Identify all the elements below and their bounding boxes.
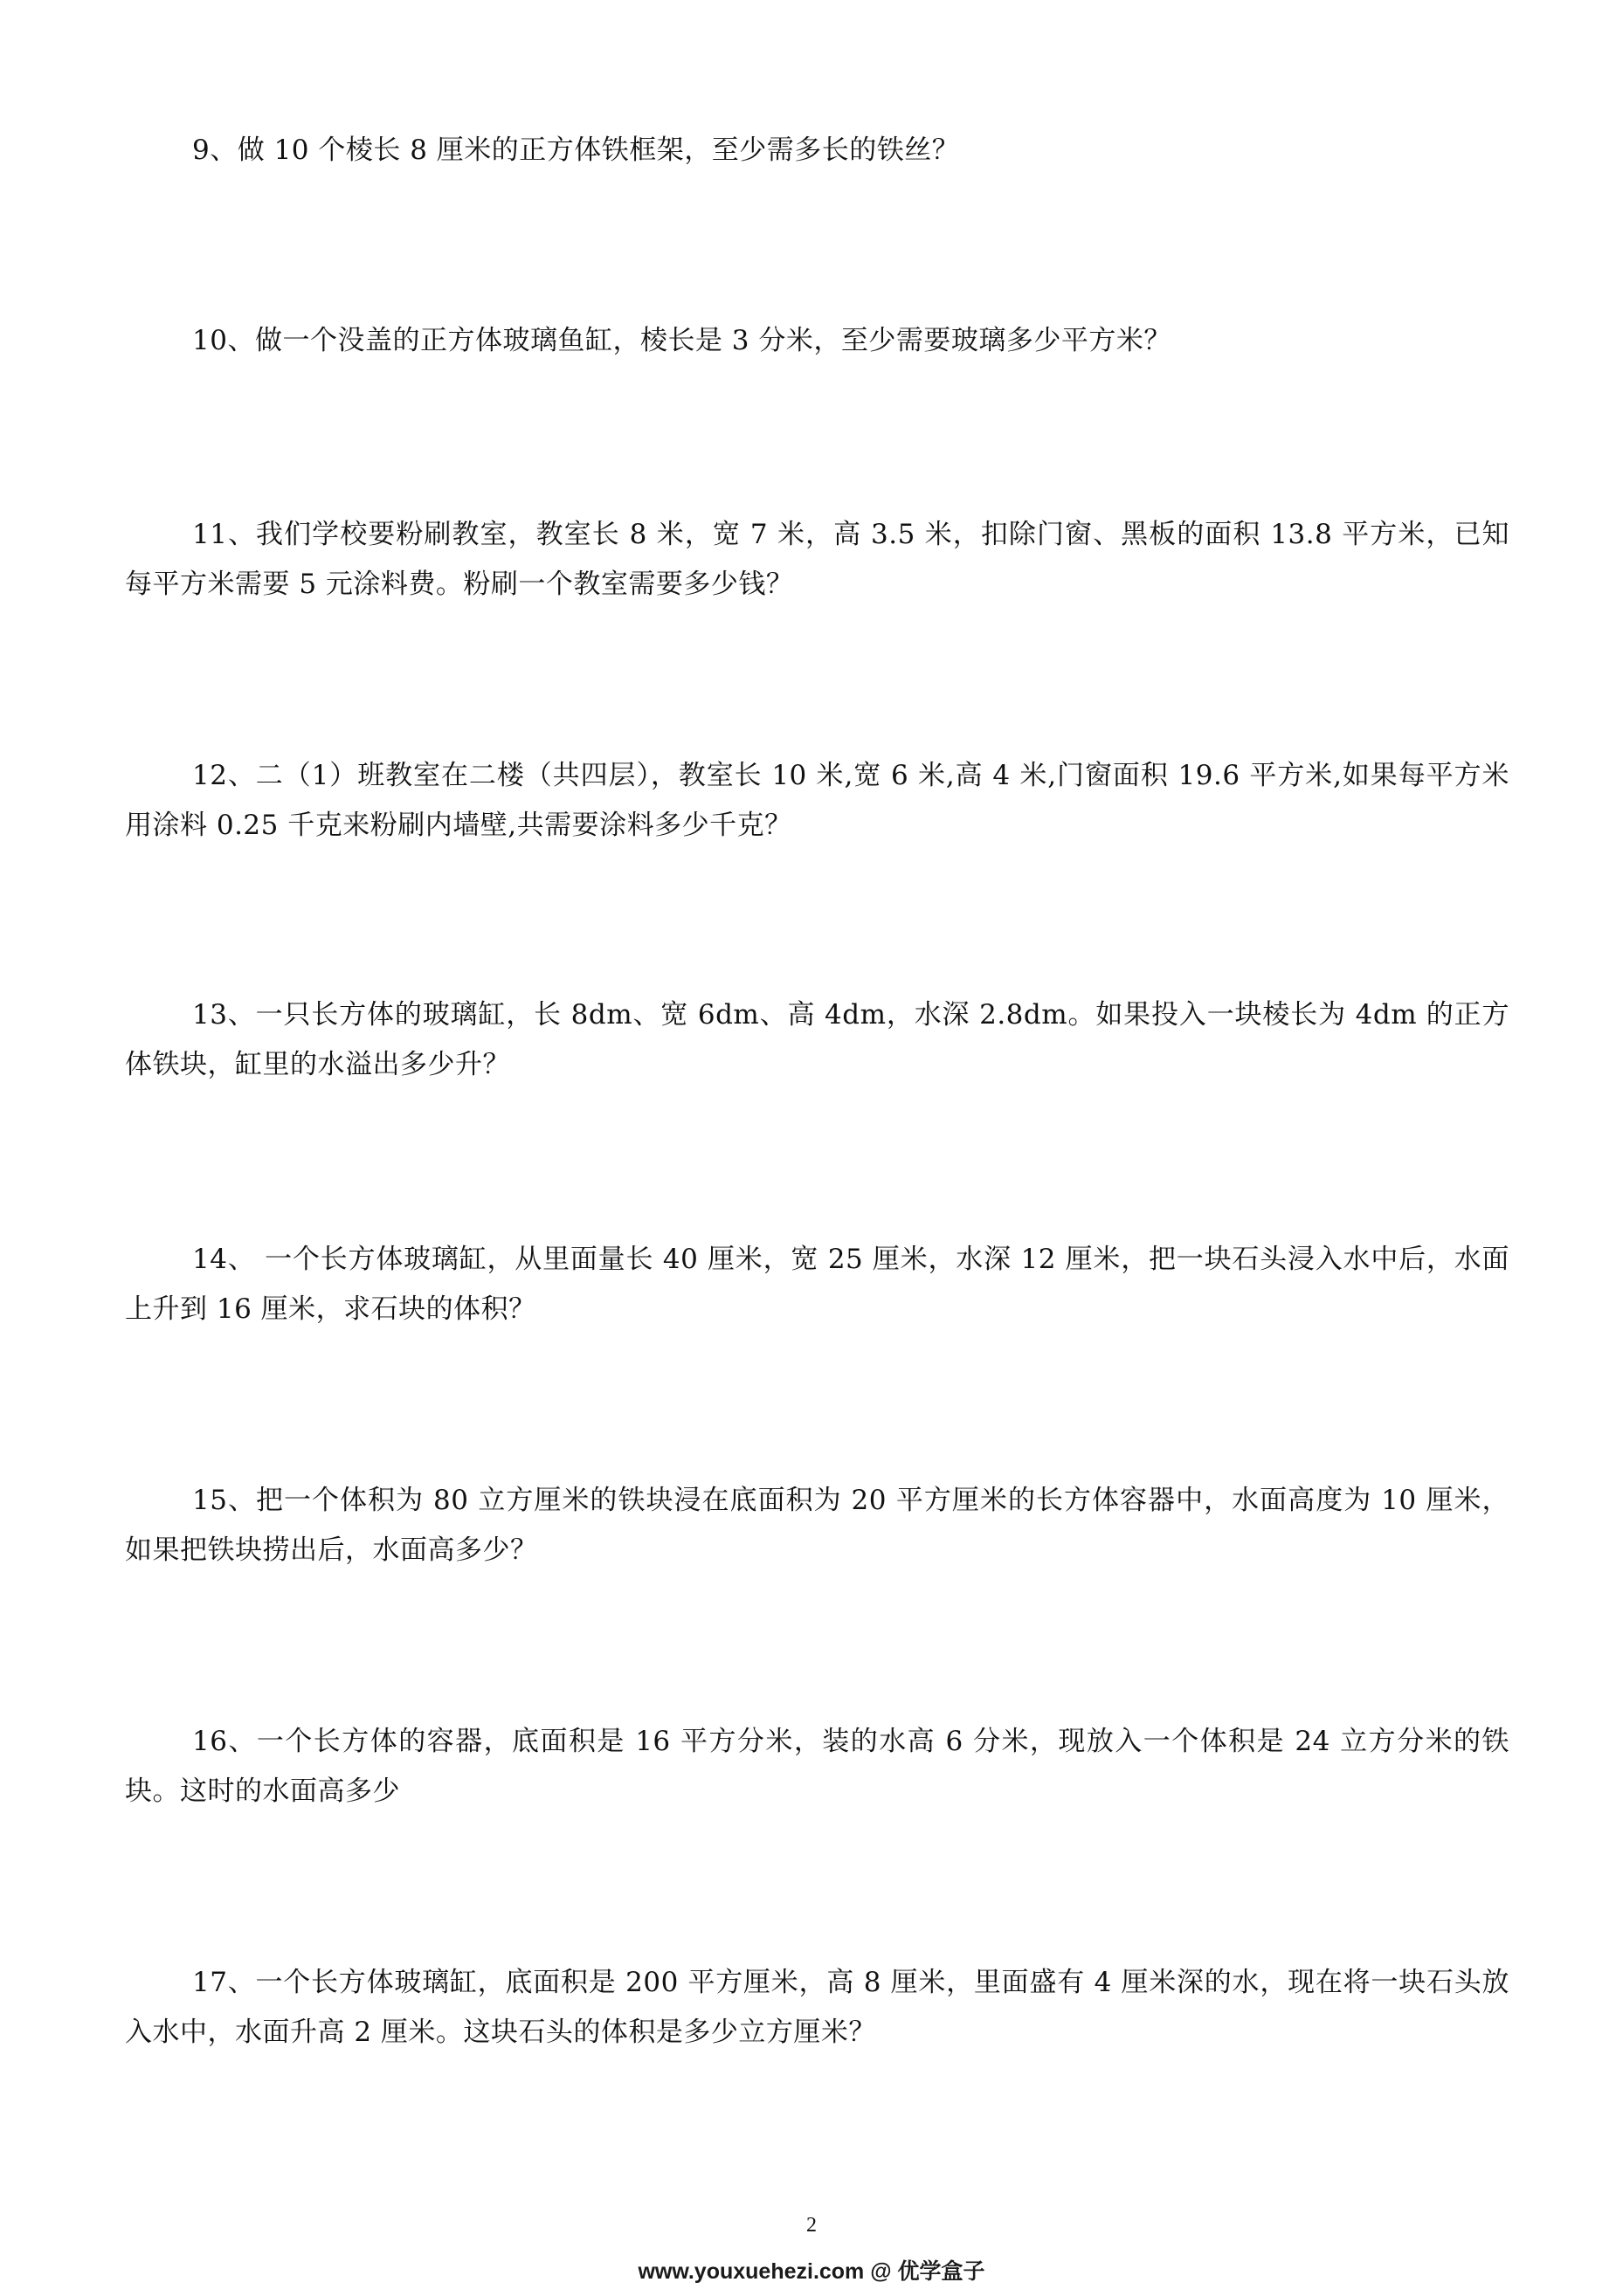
problem-12: 12、二（1）班教室在二楼（共四层），教室长 10 米,宽 6 米,高 4 米,门窗面积 19.6 平方米,如果每平方米用涂料 0.25 千克来粉刷内墙壁,共需要涂料多少千克？ [125, 760, 1509, 841]
problem-14: 14、 一个长方体玻璃缸，从里面量长 40 厘米，宽 25 厘米，水深 12 厘米，把一块石头浸入水中后，水面上升到 16 厘米，求石块的体积？ [125, 1244, 1509, 1325]
problem-17: 17、一个长方体玻璃缸，底面积是 200 平方厘米，高 8 厘米，里面盛有 4 厘米深的水，现在将一块石头放入水中，水面升高 2 厘米。这块石头的体积是多少立方厘米？ [125, 1967, 1509, 2048]
problem-10: 10、做一个没盖的正方体玻璃鱼缸，棱长是 3 分米，至少需要玻璃多少平方米？ [192, 325, 1171, 356]
footer-watermark: www.youxuehezi.com @ 优学盒子 [638, 2259, 985, 2284]
problem-16: 16、一个长方体的容器，底面积是 16 平方分米，装的水高 6 分米，现放入一个体积是 24 立方分米的铁块。这时的水面高多少 [125, 1726, 1509, 1807]
problem-11: 11、我们学校要粉刷教室，教室长 8 米，宽 7 米，高 3.5 米，扣除门窗、黑板的面积 13.8 平方米，已知每平方米需要 5 元涂料费。粉刷一个教室需要多少钱？ [125, 519, 1509, 600]
problem-13: 13、一只长方体的玻璃缸，长 8dm、宽 6dm、高 4dm，水深 2.8dm。如果投入一块棱长为 4dm 的正方体铁块，缸里的水溢出多少升？ [125, 999, 1509, 1080]
problem-9: 9、做 10 个棱长 8 厘米的正方体铁框架，至少需多长的铁丝？ [192, 134, 960, 166]
page-number: 2 [806, 2214, 817, 2237]
problem-15: 15、把一个体积为 80 立方厘米的铁块浸在底面积为 20 平方厘米的长方体容器中，水面高度为 10 厘米，如果把铁块捞出后，水面高多少？ [125, 1485, 1509, 1566]
